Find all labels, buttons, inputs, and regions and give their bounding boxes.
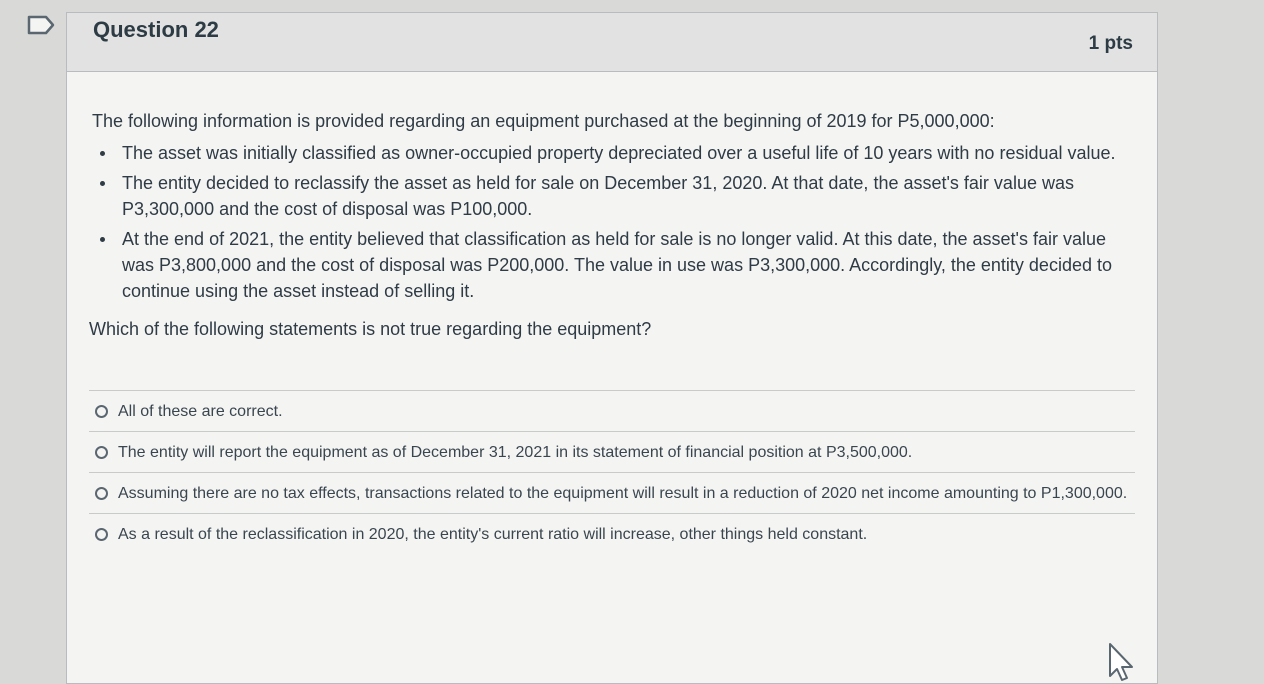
answer-option-1[interactable]	[89, 391, 1135, 432]
radio-unselected-icon[interactable]	[95, 528, 108, 541]
facts-list	[89, 140, 1135, 304]
flag-question-icon[interactable]	[26, 14, 56, 36]
radio-unselected-icon[interactable]	[95, 446, 108, 459]
question-card	[66, 12, 1158, 684]
fact-item: The entity decided to reclassify the asset as held for sale on December 31, 2020. At that date, the asset's fair value was P3,300,000 and the cost of disposal was P100,000.	[122, 170, 1135, 222]
question-header	[67, 13, 1157, 72]
question-body	[67, 72, 1157, 554]
radio-unselected-icon[interactable]	[95, 405, 108, 418]
answer-option-3[interactable]	[89, 473, 1135, 514]
answer-label: As a result of the reclassification in 2020, the entity's current ratio will increase, other things held constant.	[118, 526, 868, 543]
question-intro: The following information is provided regarding an equipment purchased at the beginning of 2019 for P5,000,000:	[92, 111, 995, 131]
answer-option-4[interactable]	[89, 514, 1135, 554]
question-title: Question 22	[93, 17, 219, 42]
question-points: 1 pts	[1088, 33, 1133, 54]
answer-label: The entity will report the equipment as of December 31, 2021 in its statement of financial position at P3,500,000.	[118, 444, 913, 461]
answer-label: All of these are correct.	[118, 403, 283, 420]
mouse-pointer-icon	[1102, 640, 1142, 684]
answer-option-2[interactable]	[89, 432, 1135, 473]
answer-list	[89, 390, 1135, 554]
question-prompt: Which of the following statements is not true regarding the equipment?	[89, 319, 652, 339]
fact-item: At the end of 2021, the entity believed that classification as held for sale is no longer valid. At this date, the asset's fair value was P3,800,000 and the cost of disposal was P200,000. The value in use was P3,300,000. Accordingly, the entity decided to continue using the asset instead of selling it.	[122, 226, 1135, 304]
answer-label: Assuming there are no tax effects, transactions related to the equipment will result in a reduction of 2020 net income amounting to P1,300,000.	[118, 485, 1128, 502]
radio-unselected-icon[interactable]	[95, 487, 108, 500]
fact-item: The asset was initially classified as owner-occupied property depreciated over a useful life of 10 years with no residual value.	[122, 140, 1135, 166]
